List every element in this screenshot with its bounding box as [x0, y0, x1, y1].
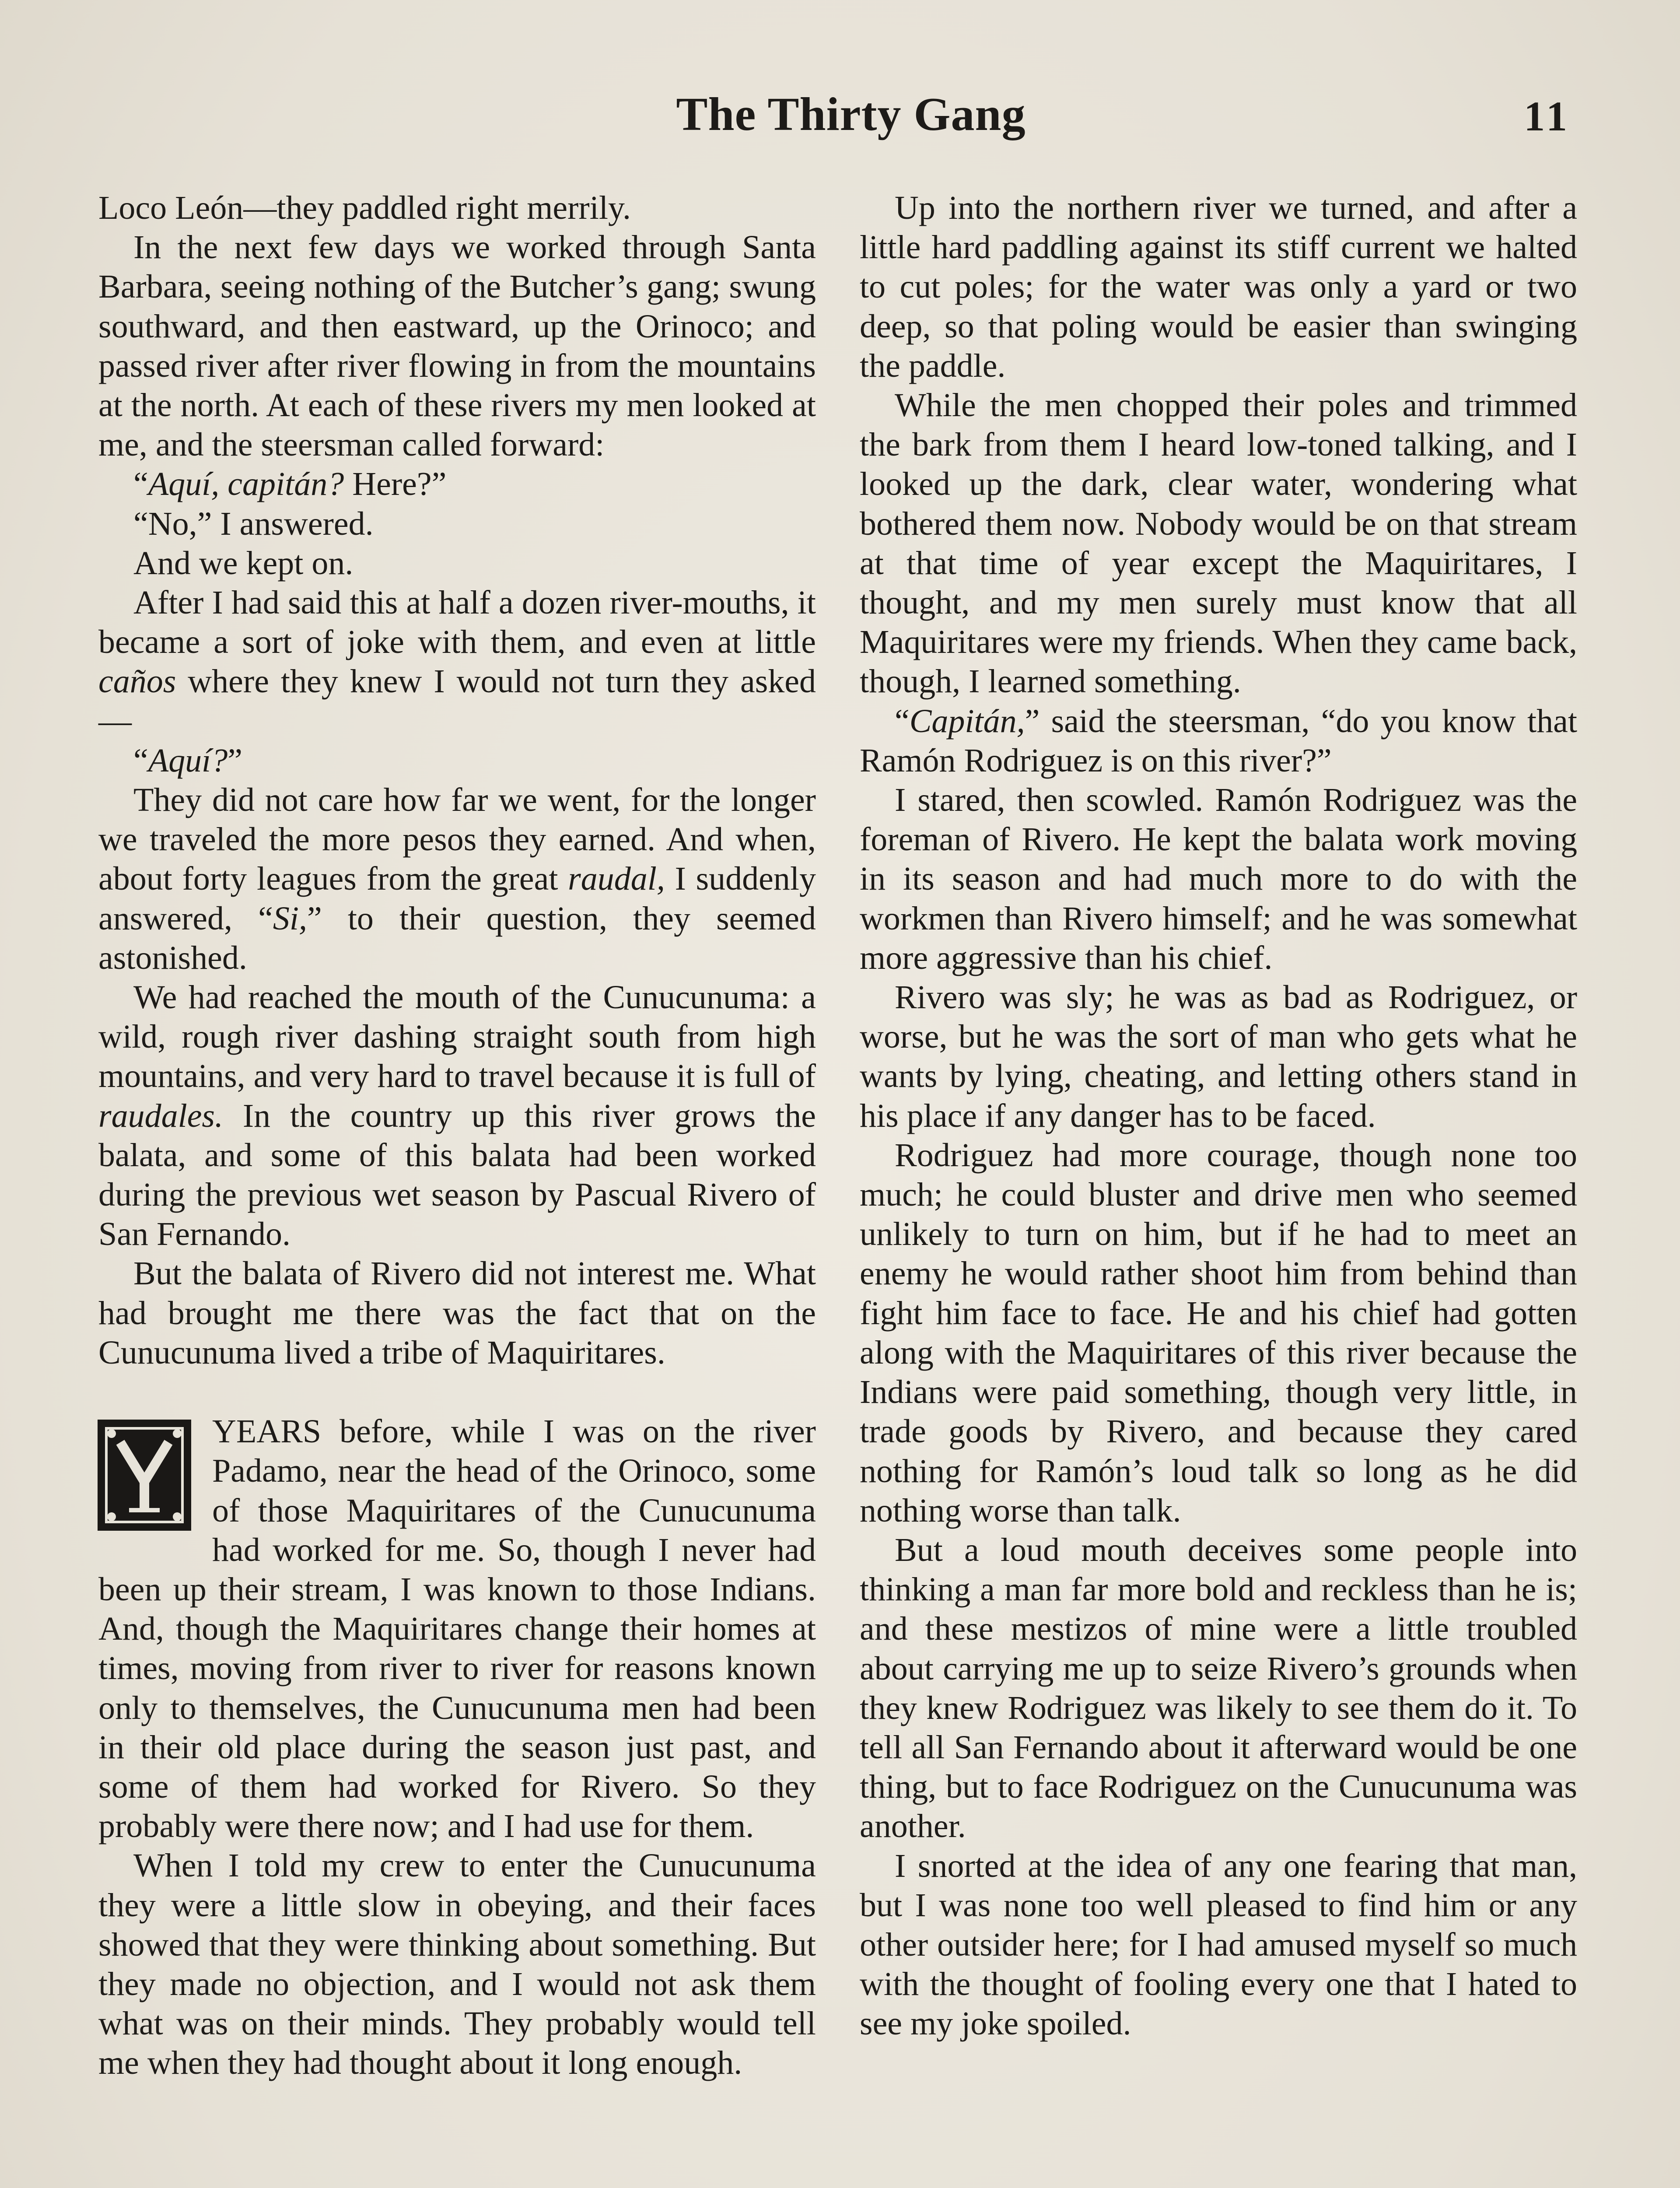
right-paragraph-1 [860, 188, 1577, 386]
paragraph-text: After I had said this at half a dozen river-mouths, it became a sort of joke with them, and even at little caños where they knew I would not turn they asked— [98, 584, 816, 740]
paragraph-text: “Capitán,” said the steersman, “do you know that Ramón Rodriguez is on this river?” [860, 702, 1577, 779]
paragraph-text: In the next few days we worked through Santa Barbara, seeing nothing of the Butcher’s gang; swung southward, and then eastward, up the Orinoco; and passed river after river flowing in from the mountains at the north. At each of these rivers my men looked at me, and the steersman called forward: [98, 229, 816, 463]
right-paragraph-5 [860, 978, 1577, 1136]
right-paragraph-6 [860, 1136, 1577, 1530]
paragraph-text: “No,” I answered. [133, 505, 374, 542]
paragraph-text: But the balata of Rivero did not interest me. What had brought me there was the fact that on the Cunucunuma lived a tribe of Maquiritares. [98, 1255, 816, 1371]
right-paragraph-4 [860, 780, 1577, 978]
paragraph-text: “Aquí?” [133, 742, 243, 779]
left-paragraph-2 [98, 228, 816, 464]
paragraph-text: Rivero was sly; he was as bad as Rodriguez, or worse, but he was the sort of man who gets what he wants by lying, cheating, and letting others stand in his place if any danger has to be faced. [860, 979, 1577, 1134]
page-number: 11 [1524, 93, 1571, 140]
page-header [109, 88, 1592, 158]
paragraph-text: “Aquí, capitán? Here?” [133, 466, 447, 503]
paragraph-text: Loco León—they paddled right merrily. [98, 189, 631, 226]
left-paragraph-10 [98, 1254, 816, 1372]
paragraph-text: Rodriguez had more courage, though none too much; he could bluster and drive men who seemed unlikely to turn on him, but if he had to meet an enemy he would rather shoot him from behind than fight him face to face. He and his chief had gotten along with the Maquiritares of this river because the Indians were paid something, though very little, in trade goods by Rivero, and because they cared nothing for Ramón’s loud talk so long as he did nothing worse than talk. [860, 1136, 1577, 1529]
left-paragraph-6 [98, 583, 816, 741]
left-paragraph-9 [98, 978, 816, 1254]
running-title: The Thirty Gang [676, 88, 1026, 140]
paragraph-text: And we kept on. [133, 544, 354, 582]
paragraph-text: Up into the northern river we turned, and after a little hard paddling against its stiff current we halted to cut poles; for the water was only a yard or two deep, so that poling would be easier than swinging the paddle. [860, 189, 1577, 384]
right-paragraph-3 [860, 701, 1577, 780]
decorated-initial [94, 1416, 195, 1534]
paragraph-text: YEARS before, while I was on the river Padamo, near the head of the Orinoco, some of those Maquiritares of the Cunucunuma had worked for me. So, though I never had been up their stream, I was known to those Indians. And, though the Maquiritares change their homes at times, moving from river to river for reasons known only to themselves, the Cunucunuma men had been in their old place during the season just past, and some of them had worked for Rivero. So they probably were there now; and I had use for them. [98, 1413, 816, 1845]
paragraph-text: I stared, then scowled. Ramón Rodriguez was the foreman of Rivero. He kept the balata work moving in its season and had much more to do with the workmen than Rivero himself; and he was somewhat more aggressive than his chief. [860, 782, 1577, 976]
left-paragraph-12 [98, 1846, 816, 2083]
paragraph-text: But a loud mouth deceives some people into thinking a man far more bold and reckless than he is; and these mestizos of mine were a little troubled about carrying me up to seize Rivero’s grounds when they knew Rodriguez was likely to see them do it. To tell all San Fernando about it afterward would be one thing, but to face Rodriguez on the Cunucunuma was another. [860, 1531, 1577, 1845]
right-paragraph-8 [860, 1846, 1577, 2044]
left-paragraph-4 [98, 504, 816, 543]
right-paragraph-2 [860, 386, 1577, 701]
left-paragraph-8 [98, 780, 816, 978]
left-paragraph-3 [98, 464, 816, 504]
left-column [98, 188, 816, 2083]
left-paragraph-5 [98, 543, 816, 583]
left-paragraph-11 [98, 1412, 816, 1846]
right-paragraph-7 [860, 1530, 1577, 1846]
paragraph-text: When I told my crew to enter the Cunucunuma they were a little slow in obeying, and their faces showed that they were thinking about something. But they made no objection, and I would not ask them what was on their minds. They probably would tell me when they had thought about it long enough. [98, 1847, 816, 2082]
left-paragraph-1 [98, 188, 816, 228]
paragraph-text: I snorted at the idea of any one fearing that man, but I was none too well pleased to find him or any other outsider here; for I had amused myself so much with the thought of fooling every one that I hated to see my joke spoiled. [860, 1847, 1577, 2042]
left-paragraph-7 [98, 741, 816, 780]
paragraph-text: They did not care how far we went, for the longer we traveled the more pesos they earned. And when, about forty leagues from the great raudal, I suddenly answered, “Si,” to their question, they seemed astonished. [98, 782, 816, 976]
paragraph-text: We had reached the mouth of the Cunucunuma: a wild, rough river dashing straight south from high mountains, and very hard to travel because it is full of raudales. In the country up this river grows the balata, and some of this balata had been worked during the previous wet season by Pascual Rivero of San Fernando. [98, 979, 816, 1253]
paragraph-text: While the men chopped their poles and trimmed the bark from them I heard low-toned talking, and I looked up the dark, clear water, wondering what bothered them now. Nobody would be on that stream at that time of year except the Maquiritares, I thought, and my men surely must know that all Maquiritares were my friends. When they came back, though, I learned something. [860, 387, 1577, 700]
right-column [860, 188, 1577, 2044]
